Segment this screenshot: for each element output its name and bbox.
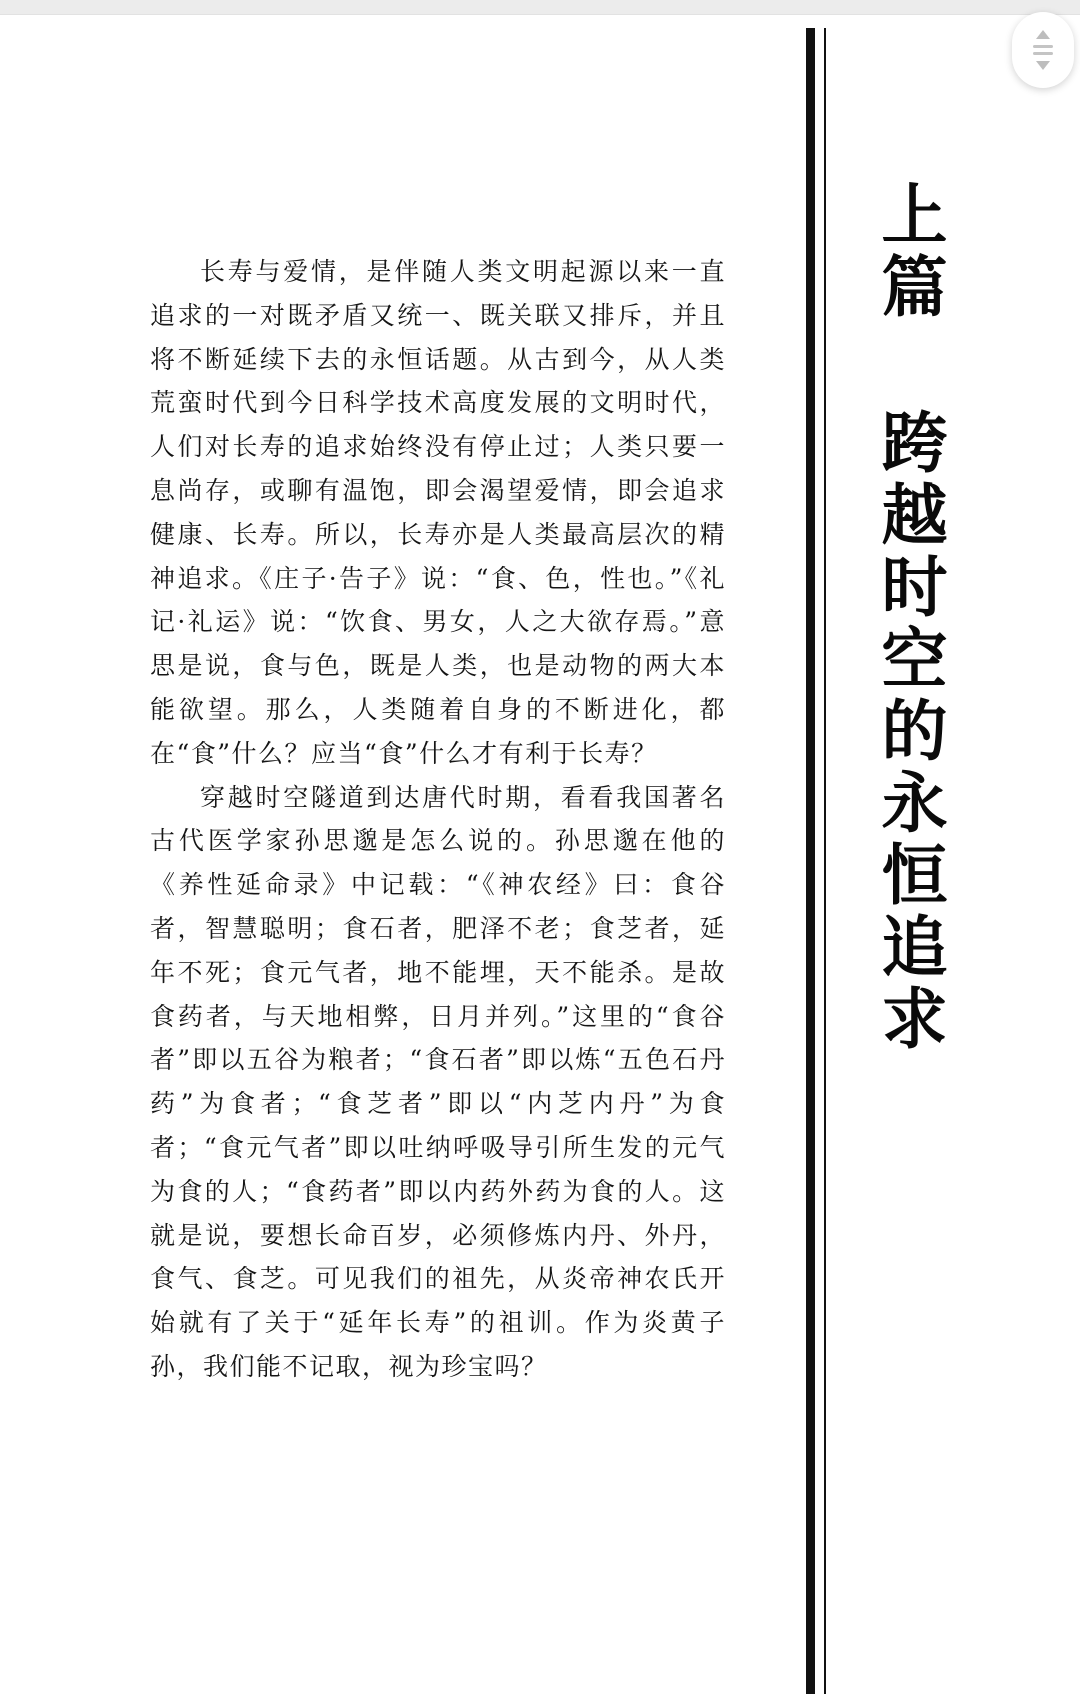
paragraph-1: 长寿与爱情，是伴随人类文明起源以来一直追求的一对既矛盾又统一、既关联又排斥，并且将不断延续下去的永恒话题。从古到今，从人类荒蛮时代到今日科学技术高度发展的文明时代，人们对长寿的追求始终没有停止过；人类只要一息尚存，或聊有温饱，即会渴望爱情，即会追求健康、长寿。所以，长寿亦是人类最高层次的精神追求。《庄子·告子》说：“食、色，性也。”《礼记·礼运》说：“饮食、男女，人之大欲存焉。”意思是说，食与色，既是人类，也是动物的两大本能欲望。那么，人类随着自身的不断进化，都在“食”什么？应当“食”什么才有利于长寿？ — [150, 257, 726, 768]
handle-bar-icon — [1033, 45, 1053, 48]
scroll-handle-button[interactable] — [1012, 12, 1074, 88]
section-title — [864, 180, 954, 1560]
arrow-up-icon — [1036, 30, 1050, 39]
arrow-down-icon — [1036, 61, 1050, 70]
body-text — [150, 250, 726, 1389]
section-title-part2: 跨越时空的永恒追求 — [870, 408, 948, 1056]
top-status-strip — [0, 0, 1080, 15]
margin-rule-thick — [806, 28, 815, 1694]
section-title-part1: 上篇 — [870, 180, 948, 324]
handle-bar-icon — [1033, 52, 1053, 55]
margin-rule-thin — [824, 28, 826, 1694]
paragraph-2: 穿越时空隧道到达唐代时期，看看我国著名古代医学家孙思邈是怎么说的。孙思邈在他的《养性延命录》中记载：“《神农经》曰：食谷者，智慧聪明；食石者，肥泽不老；食芝者，延年不死；食元气者，地不能埋，天不能杀。是故食药者，与天地相弊，日月并列。”这里的“食谷者”即以五谷为粮者；“食石者”即以炼“五色石丹药”为食者；“食芝者”即以“内芝内丹”为食者；“食元气者”即以吐纳呼吸导引所生发的元气为食的人；“食药者”即以内药外药为食的人。这就是说，要想长命百岁，必须修炼内丹、外丹，食气、食芝。可见我们的祖先，从炎帝神农氏开始就有了关于“延年长寿”的祖训。作为炎黄子孙，我们能不记取，视为珍宝吗？ — [150, 782, 726, 1381]
